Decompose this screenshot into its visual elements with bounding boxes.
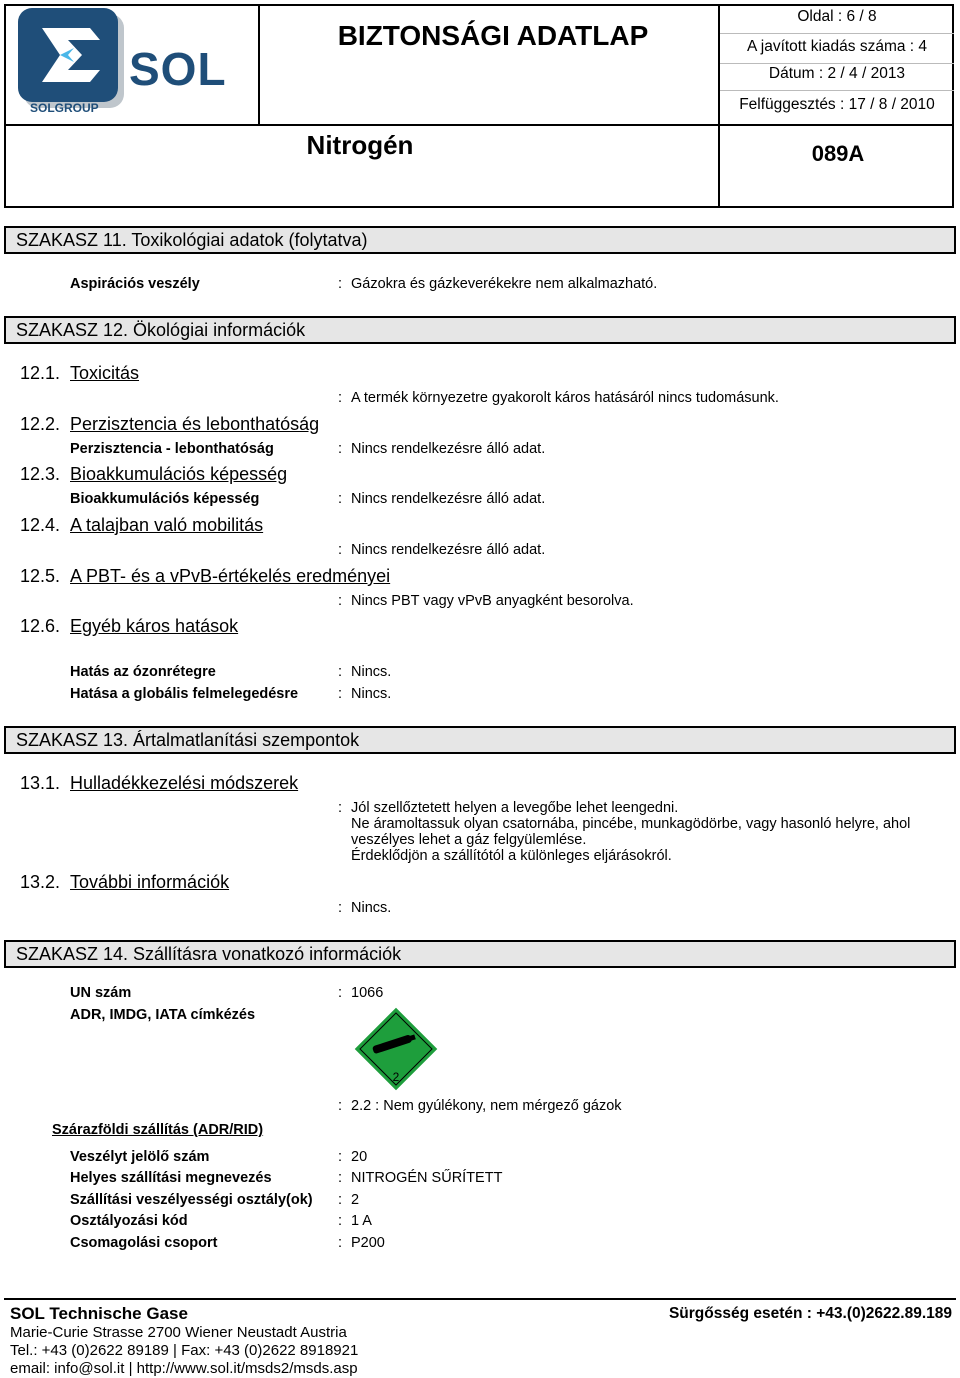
pbt-value: : Nincs PBT vagy vPvB anyagként besorolva. (338, 593, 634, 609)
transport-row-label: Szállítási veszélyességi osztály(ok) (70, 1191, 313, 1208)
waste-colon: : (338, 800, 343, 816)
un-number-value: : 1066 (338, 985, 384, 1001)
document-title: BIZTONSÁGI ADATLAP (337, 20, 649, 51)
transport-row (0, 1170, 960, 1191)
transport-row-label: Helyes szállítási megnevezés (70, 1170, 272, 1187)
persistence-label: Perzisztencia - lebonthatóság (70, 441, 274, 457)
labeling-label: ADR, IMDG, IATA címkézés (70, 1007, 256, 1023)
transport-row-value: : 2 (338, 1191, 360, 1208)
transport-row-value: : NITROGÉN SŰRÍTETT (338, 1170, 503, 1187)
heading-13-2: 13.2. További információk (20, 872, 230, 892)
heading-12-2: 12.2. Perzisztencia és lebonthatóság (20, 414, 320, 434)
aspiration-label: Aspirációs veszély (70, 276, 200, 292)
transport-row-label: Veszélyt jelölő szám (70, 1149, 210, 1165)
heading-12-5: 12.5. A PBT- és a vPvB-értékelés eredményei (20, 566, 391, 586)
land-transport-table (0, 1149, 960, 1256)
footer-company: SOL Technische Gase (10, 1304, 188, 1323)
waste-line: veszélyes lehet a gáz felgyülemlése. (351, 832, 587, 848)
waste-line: Ne áramoltassuk olyan csatornába, pincébe, munkagödörbe, vagy hasonló helyre, ahol (351, 816, 911, 832)
transport-row-label: Csomagolási csoport (70, 1234, 218, 1251)
mobility-value: : Nincs rendelkezésre álló adat. (338, 542, 546, 558)
un-number-label: UN szám (70, 985, 132, 1001)
label-class-value: : 2.2 : Nem gyúlékony, nem mérgező gázok (338, 1098, 622, 1114)
logo-cell (4, 4, 260, 126)
heading-12-1: 12.1. Toxicitás (20, 363, 140, 383)
gas-cylinder-placard-icon (352, 1005, 440, 1093)
transport-row (0, 1213, 960, 1234)
transport-row-value: : P200 (338, 1234, 385, 1251)
transport-row (0, 1149, 960, 1170)
transport-row (0, 1235, 960, 1256)
waste-line: Érdeklődjön a szállítótól a különleges eljárásokról. (351, 848, 672, 864)
footer-address: Marie-Curie Strasse 2700 Wiener Neustadt Austria (10, 1324, 347, 1341)
footer-emergency-phone: Sürgősség esetén : +43.(0)2622.89.189 (668, 1305, 952, 1322)
logo-text: SOL (129, 43, 227, 95)
waste-method-text (351, 800, 910, 864)
section-11-title: SZAKASZ 11. Toxikológiai adatok (folytatva) (4, 226, 956, 254)
issue-date: Dátum : 2 / 4 / 2013 (720, 65, 954, 91)
toxicity-value: : A termék környezetre gyakorolt káros hatásáról nincs tudomásunk. (338, 390, 779, 406)
transport-row-value: : 1 A (338, 1213, 372, 1230)
footer-web[interactable]: email: info@sol.it | http://www.sol.it/msds2/msds.asp (10, 1360, 358, 1377)
revision-number: A javított kiadás száma : 4 (720, 38, 954, 64)
land-transport-title: Szárazföldi szállítás (ADR/RID) (52, 1122, 264, 1138)
section-12-title: SZAKASZ 12. Ökológiai információk (4, 316, 956, 344)
page-number: Oldal : 6 / 8 (720, 8, 954, 34)
transport-row-label: Osztályozási kód (70, 1213, 188, 1230)
ozone-value: : Nincs. (338, 664, 392, 680)
global-warming-value: : Nincs. (338, 686, 392, 702)
product-code: 089A (811, 141, 865, 166)
heading-12-4: 12.4. A talajban való mobilitás (20, 515, 264, 535)
waste-line: Jól szellőztetett helyen a levegőbe lehet leengedni. (351, 800, 679, 816)
footer-divider (4, 1298, 956, 1300)
ozone-label: Hatás az ózonrétegre (70, 664, 216, 680)
transport-row-value: : 20 (338, 1149, 368, 1165)
bioaccumulation-value: : Nincs rendelkezésre álló adat. (338, 491, 546, 507)
section-14-title: SZAKASZ 14. Szállításra vonatkozó információk (4, 940, 956, 968)
more-info-value: : Nincs. (338, 900, 392, 916)
bioaccumulation-label: Bioakkumulációs képesség (70, 491, 260, 507)
section-13-title: SZAKASZ 13. Ártalmatlanítási szempontok (4, 726, 956, 754)
supersedes-date: Felfüggesztés : 17 / 8 / 2010 (739, 96, 935, 113)
aspiration-value: : Gázokra és gázkeverékekre nem alkalmazható. (338, 276, 658, 292)
logo-group-text: SOLGROUP (30, 101, 99, 115)
global-warming-label: Hatása a globális felmelegedésre (70, 686, 299, 702)
footer-phone: Tel.: +43 (0)2622 89189 | Fax: +43 (0)2622 8918921 (10, 1342, 359, 1359)
transport-row (0, 1192, 960, 1213)
placard-class-number: 2 (392, 1070, 400, 1084)
persistence-value: : Nincs rendelkezésre álló adat. (338, 441, 546, 457)
heading-12-6: 12.6. Egyéb káros hatások (20, 616, 239, 636)
product-name: Nitrogén (306, 130, 414, 160)
heading-13-1: 13.1. Hulladékkezelési módszerek (20, 773, 299, 793)
heading-12-3: 12.3. Bioakkumulációs képesség (20, 464, 288, 484)
